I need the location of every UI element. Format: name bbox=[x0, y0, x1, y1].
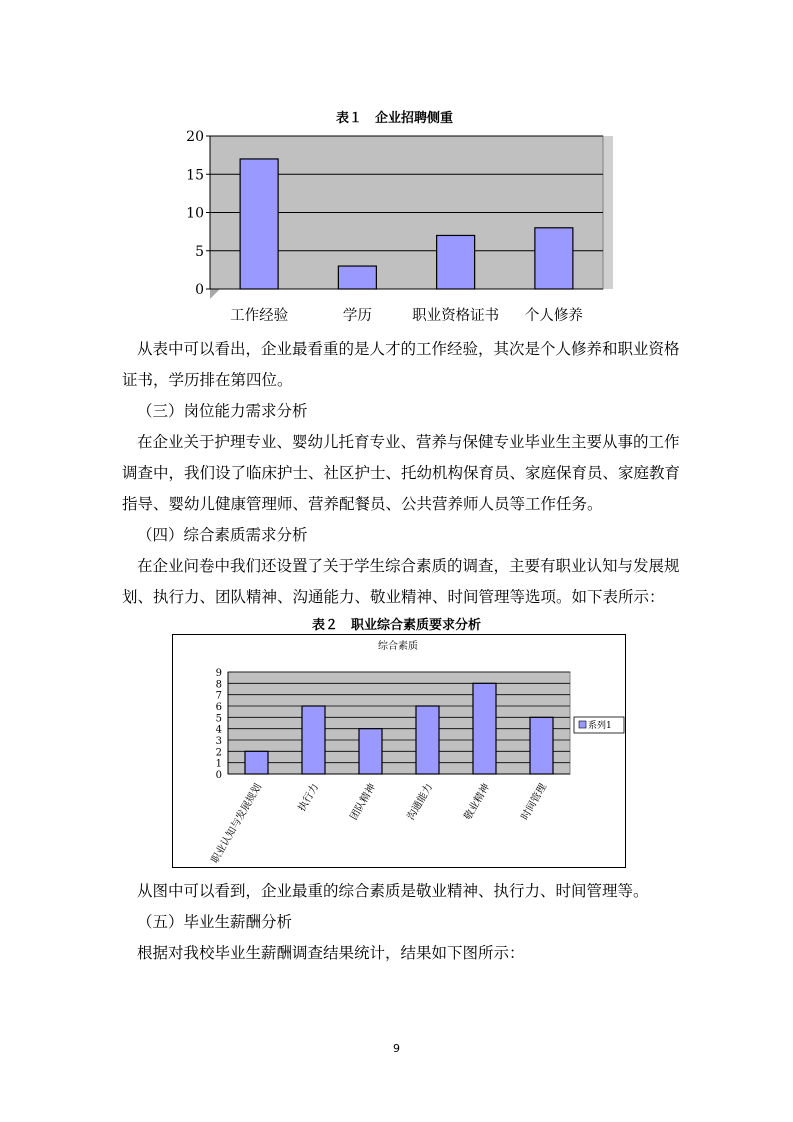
chart2-y-tick-label: 4 bbox=[215, 724, 222, 736]
chart2-x-tick-label: 时间管理 bbox=[519, 782, 550, 823]
chart2-y-tick-label: 5 bbox=[215, 713, 222, 725]
paragraph-quality-survey: 在企业问卷中我们还设置了关于学生综合素质的调查，主要有职业认知与发展规划、执行力、团队精神、沟通能力、敬业精神、时间管理等选项。如下表所示： bbox=[122, 557, 680, 606]
chart2-bar-3 bbox=[416, 706, 439, 774]
chart1-y-tick-label: 15 bbox=[186, 167, 204, 184]
section-heading-3: （三）岗位能力需求分析 bbox=[137, 402, 308, 420]
chart2-legend-label: 系列1 bbox=[588, 721, 612, 731]
chart2-y-tick-label: 0 bbox=[215, 770, 222, 781]
chart1-x-tick-label: 职业资格证书 bbox=[412, 308, 500, 324]
paragraph-job-ability: 在企业关于护理专业、婴幼儿托育专业、营养与保健专业毕业生主要从事的工作调查中，我们设了临床护士、社区护士、托幼机构保育员、家庭保育员、家庭教育指导、婴幼儿健康管理师、营养配餐员、公共营养师人员等工作任务。 bbox=[122, 433, 681, 513]
chart2-legend bbox=[574, 717, 624, 733]
chart1-x-tick-label: 学历 bbox=[342, 308, 372, 324]
chart1-x-tick-label: 个人修养 bbox=[524, 308, 583, 324]
chart2-y-tick-label: 9 bbox=[215, 668, 222, 679]
section-heading-5: （五）毕业生薪酬分析 bbox=[137, 913, 293, 931]
chart2-legend-swatch bbox=[579, 721, 586, 728]
chart2-x-tick-label: 执行力 bbox=[296, 782, 322, 814]
paragraph-salary-intro: 根据对我校毕业生薪酬调查结果统计，结果如下图所示： bbox=[137, 944, 525, 962]
chart2-y-tick-label: 8 bbox=[215, 679, 222, 691]
chart2-plot-area bbox=[228, 672, 570, 774]
chart2-x-tick-label: 敬业精神 bbox=[462, 782, 493, 823]
section-heading-4: （四）综合素质需求分析 bbox=[137, 526, 308, 544]
chart2-x-tick-label: 职业认知与发展规划 bbox=[209, 782, 265, 866]
chart2-x-tick-label: 沟通能力 bbox=[405, 782, 436, 823]
chart2-bar-4 bbox=[473, 683, 496, 774]
chart2-comprehensive-quality bbox=[172, 634, 626, 868]
chart2-bar-0 bbox=[245, 751, 268, 774]
chart2-y-tick-label: 1 bbox=[215, 758, 222, 770]
paragraph-table1-conclusion: 从表中可以看出，企业最看重的是人才的工作经验，其次是个人修养和职业资格证书，学历排在第四位。 bbox=[122, 340, 680, 389]
chart1-y-tick-label: 20 bbox=[186, 129, 204, 145]
chart2-y-tick-label: 3 bbox=[215, 736, 222, 747]
table1-caption: 表１ 企业招聘侧重 bbox=[336, 111, 454, 126]
chart1-y-tick-label: 10 bbox=[186, 205, 204, 222]
chart2-bar-1 bbox=[302, 706, 325, 774]
chart2-bar-2 bbox=[359, 729, 382, 774]
page-number: 9 bbox=[393, 1042, 400, 1055]
chart1-y-tick-label: 0 bbox=[195, 282, 204, 298]
chart2-title: 综合素质 bbox=[378, 641, 418, 652]
chart1-bar-2 bbox=[437, 235, 475, 289]
chart2-y-tick-label: 6 bbox=[215, 702, 222, 713]
chart2-y-tick-label: 7 bbox=[215, 690, 222, 702]
chart1-bar-1 bbox=[338, 266, 376, 289]
chart1-recruitment-focus bbox=[180, 128, 620, 333]
chart2-y-tick-label: 2 bbox=[215, 747, 222, 759]
chart1-y-tick-label: 5 bbox=[195, 243, 204, 260]
chart2-x-tick-label: 团队精神 bbox=[348, 782, 379, 823]
chart1-x-tick-label: 工作经验 bbox=[230, 308, 289, 324]
chart2-bar-5 bbox=[530, 717, 553, 774]
chart1-bar-3 bbox=[535, 228, 573, 289]
chart1-bar-0 bbox=[240, 159, 278, 289]
paragraph-quality-conclusion: 从图中可以看到，企业最重的综合素质是敬业精神、执行力、时间管理等。 bbox=[137, 882, 649, 900]
table2-caption: 表２ 职业综合素质要求分析 bbox=[312, 618, 482, 633]
